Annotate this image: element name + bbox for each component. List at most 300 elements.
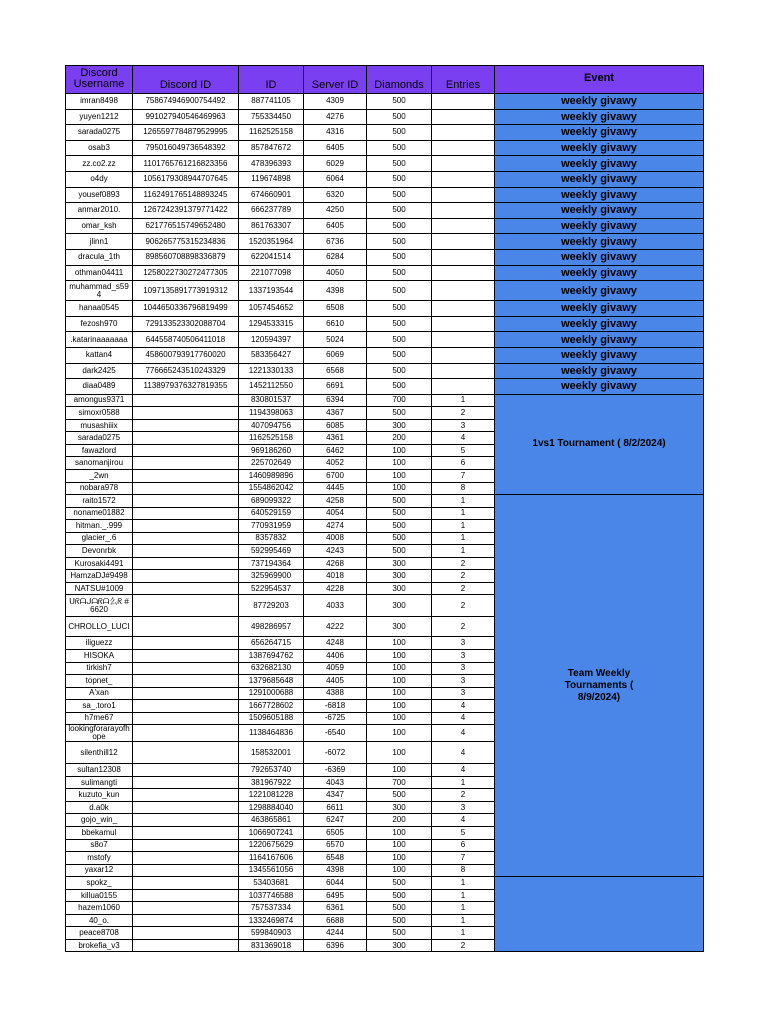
cell-id[interactable]: 1291000688 [239, 687, 304, 700]
cell-id[interactable]: 737194364 [239, 557, 304, 570]
cell-event[interactable]: weekly givawy [495, 94, 704, 110]
cell-diamonds[interactable]: 100 [367, 864, 432, 877]
cell-discord-id[interactable] [133, 675, 239, 688]
cell-username[interactable]: Devonrbk [66, 545, 133, 558]
cell-server-id[interactable]: 4276 [304, 109, 367, 125]
cell-server-id[interactable]: 6548 [304, 852, 367, 865]
cell-discord-id[interactable] [133, 394, 239, 407]
cell-username[interactable]: brokefia_v3 [66, 939, 133, 952]
cell-diamonds[interactable]: 500 [367, 301, 432, 317]
cell-username[interactable]: noname01882 [66, 507, 133, 520]
cell-entries[interactable]: 3 [432, 419, 495, 432]
cell-entries[interactable]: 5 [432, 827, 495, 840]
cell-diamonds[interactable]: 300 [367, 617, 432, 637]
cell-server-id[interactable]: 4043 [304, 776, 367, 789]
cell-username[interactable]: amongus9371 [66, 394, 133, 407]
cell-entries[interactable] [432, 347, 495, 363]
cell-server-id[interactable]: 6688 [304, 914, 367, 927]
cell-server-id[interactable]: 6396 [304, 939, 367, 952]
cell-discord-id[interactable]: 644558740506411018 [133, 332, 239, 348]
cell-id[interactable]: 1164167606 [239, 852, 304, 865]
header-discord-username[interactable]: Discord Username [66, 66, 133, 94]
cell-id[interactable]: 583356427 [239, 347, 304, 363]
cell-id[interactable]: 119674898 [239, 171, 304, 187]
cell-server-id[interactable]: 4367 [304, 407, 367, 420]
cell-diamonds[interactable]: 500 [367, 332, 432, 348]
cell-discord-id[interactable] [133, 939, 239, 952]
cell-username[interactable]: jlinn1 [66, 234, 133, 250]
cell-username[interactable]: HamzaDJ#9498 [66, 570, 133, 583]
cell-username[interactable]: musashiiix [66, 419, 133, 432]
cell-id[interactable]: 674660901 [239, 187, 304, 203]
cell-server-id[interactable]: 6570 [304, 839, 367, 852]
cell-discord-id[interactable] [133, 742, 239, 764]
cell-diamonds[interactable]: 300 [367, 557, 432, 570]
cell-server-id[interactable]: 4054 [304, 507, 367, 520]
cell-server-id[interactable]: 6700 [304, 469, 367, 482]
cell-id[interactable]: 666237789 [239, 203, 304, 219]
cell-entries[interactable] [432, 203, 495, 219]
cell-id[interactable]: 1509605188 [239, 712, 304, 725]
cell-username[interactable]: spokz_ [66, 877, 133, 890]
cell-username[interactable]: othman04411 [66, 265, 133, 281]
cell-server-id[interactable]: -6369 [304, 764, 367, 777]
cell-entries[interactable] [432, 156, 495, 172]
cell-id[interactable]: 158532001 [239, 742, 304, 764]
cell-diamonds[interactable]: 100 [367, 839, 432, 852]
cell-id[interactable]: 622041514 [239, 249, 304, 265]
cell-discord-id[interactable] [133, 789, 239, 802]
cell-event[interactable]: weekly givawy [495, 125, 704, 141]
cell-username[interactable]: omar_ksh [66, 218, 133, 234]
cell-username[interactable]: sarada0275 [66, 125, 133, 141]
cell-diamonds[interactable]: 500 [367, 234, 432, 250]
cell-diamonds[interactable]: 500 [367, 789, 432, 802]
cell-diamonds[interactable]: 500 [367, 407, 432, 420]
cell-diamonds[interactable]: 700 [367, 776, 432, 789]
cell-entries[interactable] [432, 379, 495, 395]
cell-discord-id[interactable]: 621776515749652480 [133, 218, 239, 234]
cell-server-id[interactable]: 4052 [304, 457, 367, 470]
header-discord-id[interactable]: Discord ID [133, 66, 239, 94]
cell-entries[interactable] [432, 301, 495, 317]
cell-event[interactable]: weekly givawy [495, 249, 704, 265]
cell-diamonds[interactable]: 500 [367, 495, 432, 508]
cell-entries[interactable] [432, 265, 495, 281]
cell-event[interactable]: weekly givawy [495, 316, 704, 332]
cell-diamonds[interactable]: 500 [367, 125, 432, 141]
cell-event[interactable]: weekly givawy [495, 171, 704, 187]
cell-discord-id[interactable] [133, 902, 239, 915]
cell-id[interactable]: 770931959 [239, 520, 304, 533]
cell-username[interactable]: h7me67 [66, 712, 133, 725]
cell-username[interactable]: yaxar12 [66, 864, 133, 877]
cell-id[interactable]: 1345561056 [239, 864, 304, 877]
cell-username[interactable]: gojo_win_ [66, 814, 133, 827]
cell-server-id[interactable]: 4008 [304, 532, 367, 545]
cell-event[interactable] [495, 495, 704, 877]
cell-entries[interactable]: 2 [432, 407, 495, 420]
cell-diamonds[interactable]: 500 [367, 109, 432, 125]
cell-diamonds[interactable]: 200 [367, 814, 432, 827]
cell-entries[interactable]: 6 [432, 457, 495, 470]
cell-diamonds[interactable]: 700 [367, 394, 432, 407]
cell-diamonds[interactable]: 100 [367, 687, 432, 700]
cell-id[interactable]: 8357832 [239, 532, 304, 545]
cell-diamonds[interactable]: 500 [367, 187, 432, 203]
cell-diamonds[interactable]: 100 [367, 469, 432, 482]
cell-entries[interactable]: 2 [432, 617, 495, 637]
cell-diamonds[interactable]: 100 [367, 827, 432, 840]
cell-entries[interactable] [432, 218, 495, 234]
cell-id[interactable]: 1387694762 [239, 649, 304, 662]
cell-discord-id[interactable] [133, 827, 239, 840]
header-entries[interactable]: Entries [432, 66, 495, 94]
cell-id[interactable]: 861763307 [239, 218, 304, 234]
cell-event[interactable]: weekly givawy [495, 203, 704, 219]
cell-discord-id[interactable] [133, 814, 239, 827]
cell-discord-id[interactable]: 1044650336796819499 [133, 301, 239, 317]
cell-discord-id[interactable] [133, 557, 239, 570]
cell-discord-id[interactable] [133, 839, 239, 852]
cell-id[interactable]: 522954537 [239, 582, 304, 595]
cell-entries[interactable]: 2 [432, 939, 495, 952]
cell-discord-id[interactable] [133, 482, 239, 495]
cell-diamonds[interactable]: 500 [367, 249, 432, 265]
cell-server-id[interactable]: 4405 [304, 675, 367, 688]
cell-id[interactable]: 1066907241 [239, 827, 304, 840]
cell-diamonds[interactable]: 500 [367, 507, 432, 520]
cell-diamonds[interactable]: 100 [367, 764, 432, 777]
cell-discord-id[interactable] [133, 852, 239, 865]
cell-discord-id[interactable] [133, 532, 239, 545]
cell-diamonds[interactable]: 300 [367, 582, 432, 595]
cell-event[interactable]: 1vs1 Tournament ( 8/2/2024) [495, 394, 704, 494]
cell-id[interactable]: 463865861 [239, 814, 304, 827]
cell-username[interactable]: yuyen1212 [66, 109, 133, 125]
cell-entries[interactable]: 7 [432, 469, 495, 482]
cell-server-id[interactable]: 6069 [304, 347, 367, 363]
cell-entries[interactable]: 8 [432, 482, 495, 495]
cell-entries[interactable]: 3 [432, 801, 495, 814]
cell-id[interactable]: 1460989896 [239, 469, 304, 482]
header-id[interactable]: ID [239, 66, 304, 94]
cell-id[interactable]: 87729203 [239, 595, 304, 617]
cell-username[interactable]: sa_.toro1 [66, 700, 133, 713]
cell-id[interactable]: 887741105 [239, 94, 304, 110]
cell-discord-id[interactable]: 1162491765148893245 [133, 187, 239, 203]
cell-username[interactable]: hitman._.999 [66, 520, 133, 533]
cell-entries[interactable]: 2 [432, 557, 495, 570]
cell-server-id[interactable]: 6044 [304, 877, 367, 890]
cell-id[interactable]: 478396393 [239, 156, 304, 172]
cell-diamonds[interactable]: 100 [367, 457, 432, 470]
cell-server-id[interactable]: 4388 [304, 687, 367, 700]
cell-username[interactable]: fawazlord [66, 444, 133, 457]
cell-server-id[interactable]: 4268 [304, 557, 367, 570]
cell-diamonds[interactable]: 500 [367, 265, 432, 281]
cell-entries[interactable]: 1 [432, 394, 495, 407]
cell-id[interactable]: 857847672 [239, 140, 304, 156]
cell-discord-id[interactable]: 1056179308944707645 [133, 171, 239, 187]
cell-discord-id[interactable] [133, 877, 239, 890]
cell-diamonds[interactable]: 500 [367, 914, 432, 927]
cell-discord-id[interactable]: 729133523302088704 [133, 316, 239, 332]
cell-username[interactable]: sarada0275 [66, 432, 133, 445]
cell-discord-id[interactable] [133, 914, 239, 927]
cell-discord-id[interactable] [133, 407, 239, 420]
cell-id[interactable]: 599840903 [239, 927, 304, 940]
cell-entries[interactable]: 1 [432, 520, 495, 533]
cell-discord-id[interactable] [133, 927, 239, 940]
cell-event[interactable]: weekly givawy [495, 379, 704, 395]
cell-id[interactable]: 969186260 [239, 444, 304, 457]
cell-discord-id[interactable] [133, 432, 239, 445]
cell-entries[interactable]: 1 [432, 902, 495, 915]
cell-server-id[interactable]: 4309 [304, 94, 367, 110]
cell-discord-id[interactable] [133, 419, 239, 432]
cell-username[interactable]: sulimangti [66, 776, 133, 789]
cell-server-id[interactable]: 6508 [304, 301, 367, 317]
cell-diamonds[interactable]: 500 [367, 363, 432, 379]
cell-id[interactable]: 656264715 [239, 637, 304, 650]
cell-entries[interactable]: 4 [432, 814, 495, 827]
cell-diamonds[interactable]: 300 [367, 939, 432, 952]
cell-server-id[interactable]: 4258 [304, 495, 367, 508]
cell-username[interactable]: diaa0489 [66, 379, 133, 395]
cell-diamonds[interactable]: 300 [367, 801, 432, 814]
cell-username[interactable]: bbekamul [66, 827, 133, 840]
cell-id[interactable]: 1337193544 [239, 281, 304, 301]
cell-entries[interactable]: 2 [432, 582, 495, 595]
cell-id[interactable]: 792653740 [239, 764, 304, 777]
cell-discord-id[interactable] [133, 700, 239, 713]
cell-server-id[interactable]: 6495 [304, 889, 367, 902]
header-server-id[interactable]: Server ID [304, 66, 367, 94]
cell-discord-id[interactable] [133, 764, 239, 777]
cell-server-id[interactable]: -6818 [304, 700, 367, 713]
cell-username[interactable]: Kurosaki4491 [66, 557, 133, 570]
cell-server-id[interactable]: 4244 [304, 927, 367, 940]
cell-username[interactable]: CHROLLO_LUCI [66, 617, 133, 637]
cell-entries[interactable]: 1 [432, 889, 495, 902]
cell-server-id[interactable]: 6610 [304, 316, 367, 332]
cell-server-id[interactable]: 6505 [304, 827, 367, 840]
cell-id[interactable]: 1220675629 [239, 839, 304, 852]
cell-event[interactable]: weekly givawy [495, 301, 704, 317]
cell-server-id[interactable]: 6691 [304, 379, 367, 395]
cell-username[interactable]: anmar2010. [66, 203, 133, 219]
cell-discord-id[interactable] [133, 801, 239, 814]
cell-discord-id[interactable] [133, 712, 239, 725]
cell-diamonds[interactable]: 100 [367, 662, 432, 675]
cell-server-id[interactable]: 6611 [304, 801, 367, 814]
cell-discord-id[interactable]: 776665243510243329 [133, 363, 239, 379]
cell-entries[interactable] [432, 234, 495, 250]
cell-discord-id[interactable] [133, 545, 239, 558]
cell-username[interactable]: 40_o. [66, 914, 133, 927]
cell-diamonds[interactable]: 100 [367, 444, 432, 457]
cell-entries[interactable]: 4 [432, 742, 495, 764]
cell-id[interactable]: 1452112550 [239, 379, 304, 395]
cell-discord-id[interactable]: 906265775315234836 [133, 234, 239, 250]
cell-username[interactable]: NATSU#1009 [66, 582, 133, 595]
cell-entries[interactable]: 1 [432, 927, 495, 940]
cell-entries[interactable]: 2 [432, 595, 495, 617]
cell-diamonds[interactable]: 300 [367, 595, 432, 617]
cell-discord-id[interactable] [133, 725, 239, 742]
cell-username[interactable]: peace8708 [66, 927, 133, 940]
header-diamonds[interactable]: Diamonds [367, 66, 432, 94]
cell-event[interactable]: weekly givawy [495, 234, 704, 250]
cell-discord-id[interactable] [133, 617, 239, 637]
cell-username[interactable]: osab3 [66, 140, 133, 156]
cell-entries[interactable]: 3 [432, 675, 495, 688]
cell-discord-id[interactable] [133, 864, 239, 877]
cell-server-id[interactable]: 4222 [304, 617, 367, 637]
cell-username[interactable]: killua0155 [66, 889, 133, 902]
cell-discord-id[interactable] [133, 637, 239, 650]
cell-username[interactable]: o4dy [66, 171, 133, 187]
cell-diamonds[interactable]: 500 [367, 140, 432, 156]
cell-diamonds[interactable]: 100 [367, 742, 432, 764]
cell-diamonds[interactable]: 500 [367, 532, 432, 545]
cell-event[interactable]: weekly givawy [495, 347, 704, 363]
cell-id[interactable]: 498286957 [239, 617, 304, 637]
cell-server-id[interactable]: 4274 [304, 520, 367, 533]
cell-username[interactable]: imran8498 [66, 94, 133, 110]
header-event[interactable]: Event [495, 66, 704, 94]
cell-entries[interactable]: 3 [432, 649, 495, 662]
cell-discord-id[interactable] [133, 457, 239, 470]
cell-id[interactable]: 1138464836 [239, 725, 304, 742]
cell-server-id[interactable]: 6029 [304, 156, 367, 172]
cell-username[interactable]: muhammad_s594 [66, 281, 133, 301]
cell-diamonds[interactable]: 500 [367, 902, 432, 915]
cell-username[interactable]: A'xan [66, 687, 133, 700]
cell-server-id[interactable]: 6085 [304, 419, 367, 432]
cell-event[interactable]: weekly givawy [495, 265, 704, 281]
cell-server-id[interactable]: 4445 [304, 482, 367, 495]
cell-entries[interactable]: 2 [432, 789, 495, 802]
cell-diamonds[interactable]: 300 [367, 419, 432, 432]
cell-discord-id[interactable] [133, 662, 239, 675]
cell-server-id[interactable]: 6284 [304, 249, 367, 265]
cell-entries[interactable]: 1 [432, 495, 495, 508]
cell-server-id[interactable]: 4228 [304, 582, 367, 595]
cell-id[interactable]: 325969900 [239, 570, 304, 583]
cell-diamonds[interactable]: 500 [367, 889, 432, 902]
cell-server-id[interactable]: 4316 [304, 125, 367, 141]
cell-server-id[interactable]: 4398 [304, 281, 367, 301]
cell-username[interactable]: fezosh970 [66, 316, 133, 332]
cell-discord-id[interactable] [133, 595, 239, 617]
cell-entries[interactable] [432, 94, 495, 110]
cell-entries[interactable]: 4 [432, 712, 495, 725]
cell-diamonds[interactable]: 100 [367, 852, 432, 865]
cell-id[interactable]: 1298884040 [239, 801, 304, 814]
cell-diamonds[interactable]: 100 [367, 675, 432, 688]
cell-entries[interactable] [432, 187, 495, 203]
cell-entries[interactable]: 3 [432, 637, 495, 650]
cell-server-id[interactable]: 6247 [304, 814, 367, 827]
cell-id[interactable]: 1221081228 [239, 789, 304, 802]
cell-username[interactable]: s8o7 [66, 839, 133, 852]
cell-id[interactable]: 407094756 [239, 419, 304, 432]
cell-id[interactable]: 221077098 [239, 265, 304, 281]
cell-discord-id[interactable] [133, 776, 239, 789]
cell-entries[interactable]: 3 [432, 662, 495, 675]
cell-username[interactable]: yousef0893 [66, 187, 133, 203]
cell-server-id[interactable]: 6405 [304, 140, 367, 156]
cell-server-id[interactable]: 5024 [304, 332, 367, 348]
cell-username[interactable]: sanomanjirou [66, 457, 133, 470]
cell-id[interactable]: 640529159 [239, 507, 304, 520]
cell-username[interactable]: hanaa0545 [66, 301, 133, 317]
cell-entries[interactable] [432, 332, 495, 348]
cell-id[interactable]: 225702649 [239, 457, 304, 470]
cell-server-id[interactable]: 6405 [304, 218, 367, 234]
cell-discord-id[interactable] [133, 570, 239, 583]
cell-username[interactable]: silenthill12 [66, 742, 133, 764]
cell-diamonds[interactable]: 500 [367, 316, 432, 332]
cell-id[interactable]: 689099322 [239, 495, 304, 508]
cell-diamonds[interactable]: 500 [367, 203, 432, 219]
cell-id[interactable]: 757537334 [239, 902, 304, 915]
cell-event[interactable]: weekly givawy [495, 218, 704, 234]
cell-discord-id[interactable]: 1101765761216823356 [133, 156, 239, 172]
cell-discord-id[interactable] [133, 649, 239, 662]
cell-username[interactable]: raito1572 [66, 495, 133, 508]
cell-id[interactable]: 1162525158 [239, 432, 304, 445]
cell-discord-id[interactable] [133, 520, 239, 533]
cell-entries[interactable] [432, 249, 495, 265]
cell-discord-id[interactable]: 1267242391379771422 [133, 203, 239, 219]
cell-username[interactable]: simoxr0588 [66, 407, 133, 420]
cell-server-id[interactable]: 4059 [304, 662, 367, 675]
cell-entries[interactable]: 1 [432, 914, 495, 927]
cell-discord-id[interactable]: 1138979376327819355 [133, 379, 239, 395]
cell-event[interactable]: weekly givawy [495, 332, 704, 348]
cell-id[interactable]: 830801537 [239, 394, 304, 407]
cell-entries[interactable] [432, 140, 495, 156]
cell-discord-id[interactable] [133, 507, 239, 520]
cell-id[interactable]: 1037746588 [239, 889, 304, 902]
cell-username[interactable]: .katarinaaaaaaa [66, 332, 133, 348]
cell-entries[interactable] [432, 363, 495, 379]
cell-username[interactable]: dark2425 [66, 363, 133, 379]
cell-entries[interactable]: 2 [432, 570, 495, 583]
cell-diamonds[interactable]: 500 [367, 379, 432, 395]
cell-diamonds[interactable]: 500 [367, 94, 432, 110]
cell-id[interactable]: 1379685648 [239, 675, 304, 688]
cell-discord-id[interactable] [133, 582, 239, 595]
cell-username[interactable]: sultan12308 [66, 764, 133, 777]
cell-id[interactable]: 53403681 [239, 877, 304, 890]
cell-id[interactable]: 1332469874 [239, 914, 304, 927]
cell-username[interactable]: mstofy [66, 852, 133, 865]
cell-server-id[interactable]: 4018 [304, 570, 367, 583]
cell-diamonds[interactable]: 500 [367, 281, 432, 301]
cell-entries[interactable]: 4 [432, 725, 495, 742]
cell-discord-id[interactable]: 1097135891773919312 [133, 281, 239, 301]
cell-id[interactable]: 1194398063 [239, 407, 304, 420]
cell-id[interactable]: 1520351964 [239, 234, 304, 250]
cell-entries[interactable]: 1 [432, 532, 495, 545]
cell-discord-id[interactable]: 758674946900754492 [133, 94, 239, 110]
cell-server-id[interactable]: 6736 [304, 234, 367, 250]
cell-username[interactable]: zz.co2.zz [66, 156, 133, 172]
